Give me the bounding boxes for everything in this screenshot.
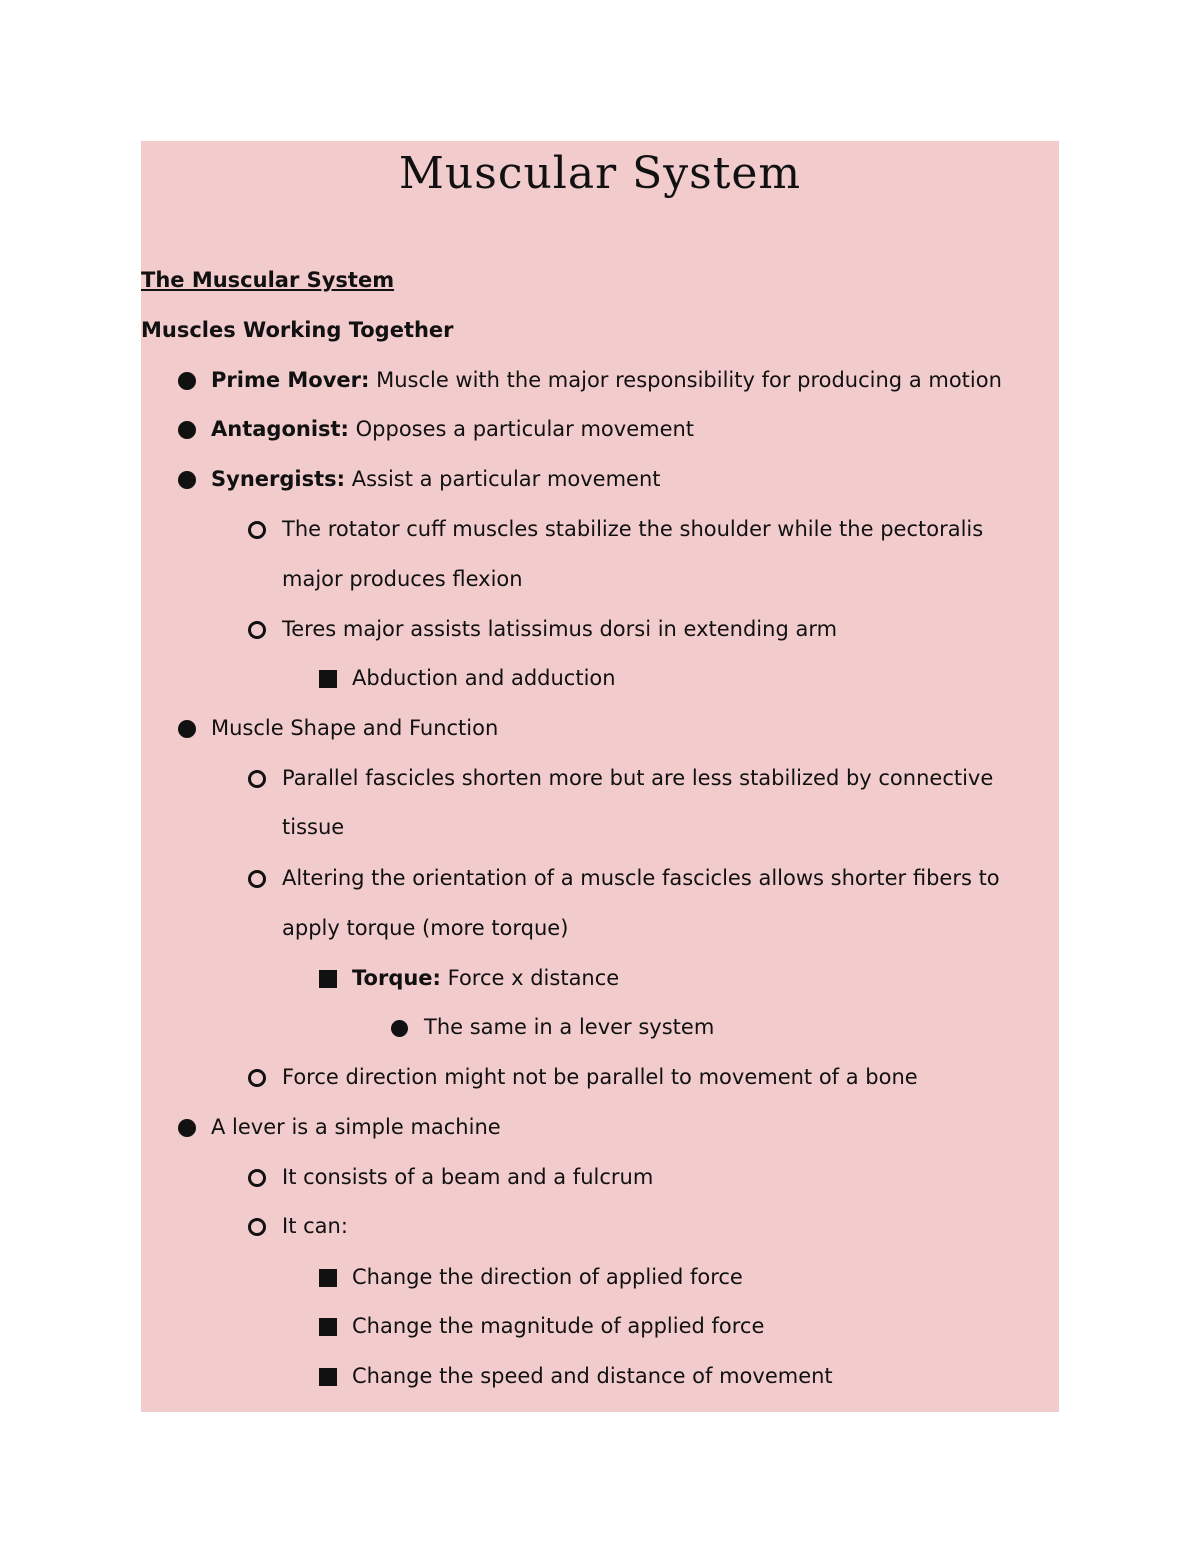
list-item-parallel-fascicles-cont: tissue [282, 815, 345, 839]
sub-heading: Muscles Working Together [141, 318, 454, 342]
square-bullet [319, 1318, 337, 1336]
term-antagonist: Antagonist: [211, 417, 349, 441]
disc-bullet [178, 1119, 196, 1137]
list-item-lever-system: The same in a lever system [424, 1015, 715, 1039]
list-item-parallel-fascicles: Parallel fascicles shorten more but are less stabilized by connective [282, 766, 994, 790]
list-item-abduction: Abduction and adduction [352, 666, 616, 690]
list-item-prime-mover [211, 364, 1002, 396]
term-torque: Torque: [352, 966, 441, 990]
list-item-change-magnitude: Change the magnitude of applied force [352, 1314, 765, 1338]
definition-prime-mover: Muscle with the major responsibility for producing a motion [369, 368, 1002, 392]
list-item-it-can: It can: [282, 1214, 348, 1238]
circle-bullet [248, 870, 266, 888]
section-heading: The Muscular System [141, 268, 395, 292]
list-item-rotator-cuff: The rotator cuff muscles stabilize the shoulder while the pectoralis [282, 517, 984, 541]
term-prime-mover: Prime Mover: [211, 368, 370, 392]
term-synergists: Synergists: [211, 467, 346, 491]
list-item-orientation-cont: apply torque (more torque) [282, 916, 569, 940]
list-item-change-direction: Change the direction of applied force [352, 1265, 743, 1289]
list-item-change-speed: Change the speed and distance of movement [352, 1364, 833, 1388]
list-item-orientation: Altering the orientation of a muscle fascicles allows shorter fibers to [282, 866, 1000, 890]
circle-bullet [248, 1218, 266, 1236]
list-item-rotator-cuff-cont: major produces flexion [282, 567, 523, 591]
list-item-lever: A lever is a simple machine [211, 1115, 501, 1139]
disc-bullet [391, 1020, 408, 1037]
circle-bullet [248, 621, 266, 639]
list-item-force-direction: Force direction might not be parallel to movement of a bone [282, 1065, 918, 1089]
definition-torque: Force x distance [440, 966, 620, 990]
square-bullet [319, 1368, 337, 1386]
disc-bullet [178, 720, 196, 738]
circle-bullet [248, 770, 266, 788]
list-item-beam-fulcrum: It consists of a beam and a fulcrum [282, 1165, 654, 1189]
list-item-antagonist [211, 413, 694, 445]
list-item-torque [352, 962, 619, 994]
list-item-muscle-shape: Muscle Shape and Function [211, 716, 499, 740]
disc-bullet [178, 471, 196, 489]
circle-bullet [248, 521, 266, 539]
definition-synergists: Assist a particular movement [345, 467, 661, 491]
definition-antagonist: Opposes a particular movement [348, 417, 695, 441]
document-title: Muscular System [398, 148, 802, 199]
circle-bullet [248, 1169, 266, 1187]
list-item-synergists [211, 463, 661, 495]
list-item-teres-major: Teres major assists latissimus dorsi in extending arm [282, 617, 838, 641]
disc-bullet [178, 421, 196, 439]
square-bullet [319, 970, 337, 988]
circle-bullet [248, 1069, 266, 1087]
disc-bullet [178, 372, 196, 390]
square-bullet [319, 1269, 337, 1287]
square-bullet [319, 670, 337, 688]
